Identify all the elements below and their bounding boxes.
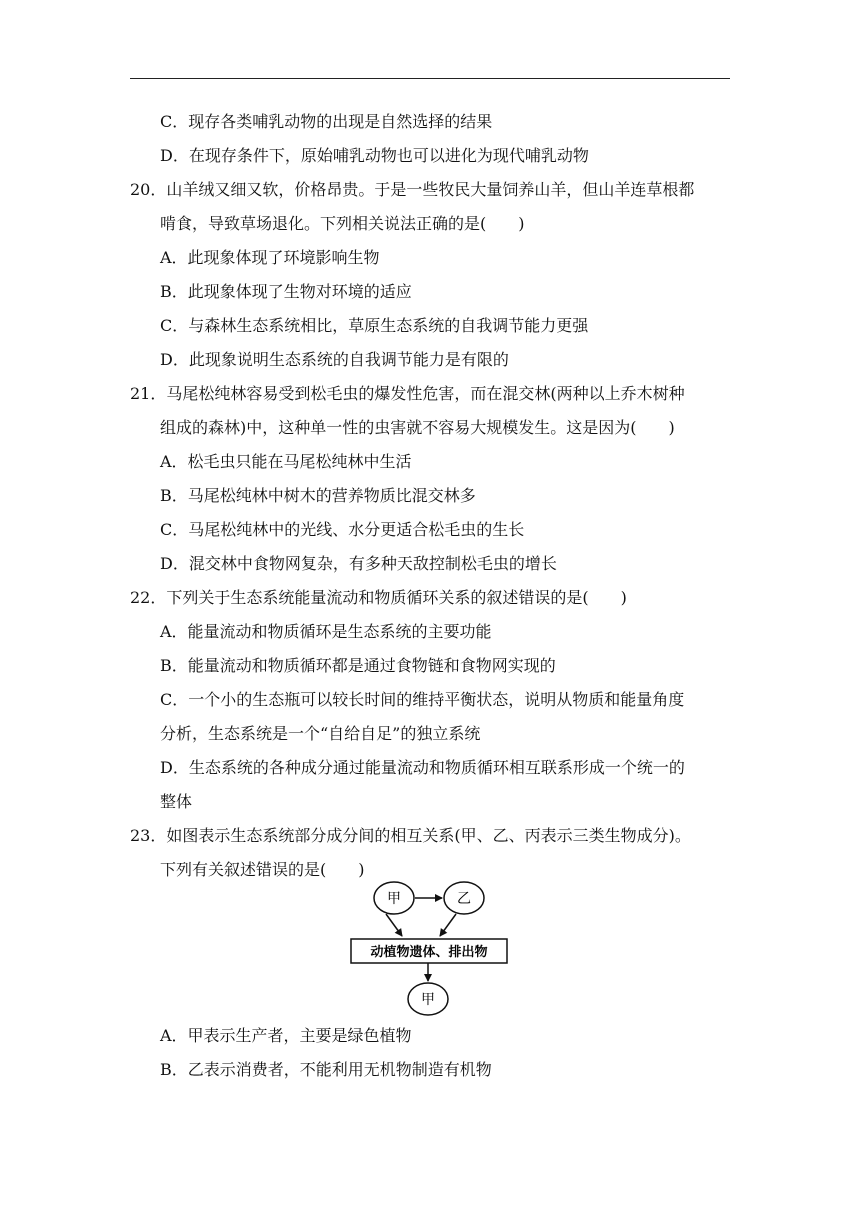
line-q21-c: C．马尾松纯林中的光线、水分更适合松毛虫的生长 bbox=[160, 520, 525, 539]
line-q19-c: C．现存各类哺乳动物的出现是自然选择的结果 bbox=[160, 112, 493, 131]
line-q20-a: A．此现象体现了环境影响生物 bbox=[160, 248, 380, 267]
node-jia-top-label: 甲 bbox=[387, 891, 401, 907]
line-q20-stem-2: 啃食，导致草场退化。下列相关说法正确的是( ) bbox=[160, 214, 525, 233]
line-q22-d-1: D．生态系统的各种成分通过能量流动和物质循环相互联系形成一个统一的 bbox=[160, 758, 685, 777]
line-q19-d: D．在现存条件下，原始哺乳动物也可以进化为现代哺乳动物 bbox=[160, 146, 589, 165]
line-q20-stem-1: 20．山羊绒又细又软，价格昂贵。于是一些牧民大量饲养山羊，但山羊连草根都 bbox=[130, 180, 695, 199]
line-q23-a: A．甲表示生产者，主要是绿色植物 bbox=[160, 1026, 412, 1045]
line-q20-c: C．与森林生态系统相比，草原生态系统的自我调节能力更强 bbox=[160, 316, 589, 335]
node-jia-bottom-label: 甲 bbox=[421, 992, 435, 1008]
line-q21-d: D．混交林中食物网复杂，有多种天敌控制松毛虫的增长 bbox=[160, 554, 557, 573]
ecosystem-diagram bbox=[340, 878, 520, 1020]
line-q21-b: B．马尾松纯林中树木的营养物质比混交林多 bbox=[160, 486, 476, 505]
line-q23-stem-2: 下列有关叙述错误的是( ) bbox=[160, 860, 365, 879]
line-q22-stem: 22．下列关于生态系统能量流动和物质循环关系的叙述错误的是( ) bbox=[130, 588, 627, 607]
line-q20-d: D．此现象说明生态系统的自我调节能力是有限的 bbox=[160, 350, 509, 369]
line-q22-b: B．能量流动和物质循环都是通过食物链和食物网实现的 bbox=[160, 656, 556, 675]
line-q22-c-2: 分析，生态系统是一个“自给自足”的独立系统 bbox=[160, 724, 481, 743]
remains-box-label: 动植物遗体、排出物 bbox=[370, 945, 488, 960]
line-q21-a: A．松毛虫只能在马尾松纯林中生活 bbox=[160, 452, 412, 471]
line-q22-d-2: 整体 bbox=[160, 792, 193, 811]
line-q22-c-1: C．一个小的生态瓶可以较长时间的维持平衡状态，说明从物质和能量角度 bbox=[160, 690, 685, 709]
line-q23-b: B．乙表示消费者，不能利用无机物制造有机物 bbox=[160, 1060, 492, 1079]
line-q20-b: B．此现象体现了生物对环境的适应 bbox=[160, 282, 412, 301]
line-q22-a: A．能量流动和物质循环是生态系统的主要功能 bbox=[160, 622, 492, 641]
line-q21-stem-2: 组成的森林)中，这种单一性的虫害就不容易大规模发生。这是因为( ) bbox=[160, 418, 675, 437]
arrow-jia-to-box bbox=[386, 914, 402, 936]
node-yi-label: 乙 bbox=[457, 891, 471, 907]
arrow-yi-to-box bbox=[440, 914, 456, 936]
line-q23-stem-1: 23．如图表示生态系统部分成分间的相互关系(甲、乙、丙表示三类生物成分)。 bbox=[130, 826, 691, 845]
line-q21-stem-1: 21．马尾松纯林容易受到松毛虫的爆发性危害，而在混交林(两种以上乔木树种 bbox=[130, 384, 685, 403]
header-rule bbox=[130, 78, 730, 79]
